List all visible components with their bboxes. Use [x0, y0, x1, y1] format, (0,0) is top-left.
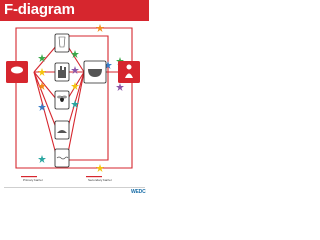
barrier-star — [38, 155, 46, 163]
feces-icon — [11, 67, 23, 74]
barrier-star — [71, 66, 79, 74]
f-diagram — [0, 0, 149, 198]
barrier-stars — [38, 24, 124, 172]
transmission-paths — [16, 28, 132, 168]
node-fingers — [55, 63, 69, 81]
wedc-logo: WEDC — [131, 189, 146, 195]
node-fields — [55, 121, 69, 139]
barrier-star — [38, 103, 46, 111]
node-liquids — [55, 34, 69, 52]
node-food — [84, 61, 106, 83]
barrier-star — [38, 54, 46, 62]
node-fluids — [55, 149, 69, 167]
page-title: F-diagram — [4, 1, 75, 18]
node-host — [118, 61, 140, 83]
node-flies — [55, 91, 69, 109]
node-feces — [6, 61, 28, 83]
barrier-star — [116, 83, 124, 91]
legend-primary-label: Primary barrier — [23, 178, 43, 182]
legend-secondary-label: Secondary barrier — [88, 178, 112, 182]
footer-divider — [4, 187, 145, 188]
